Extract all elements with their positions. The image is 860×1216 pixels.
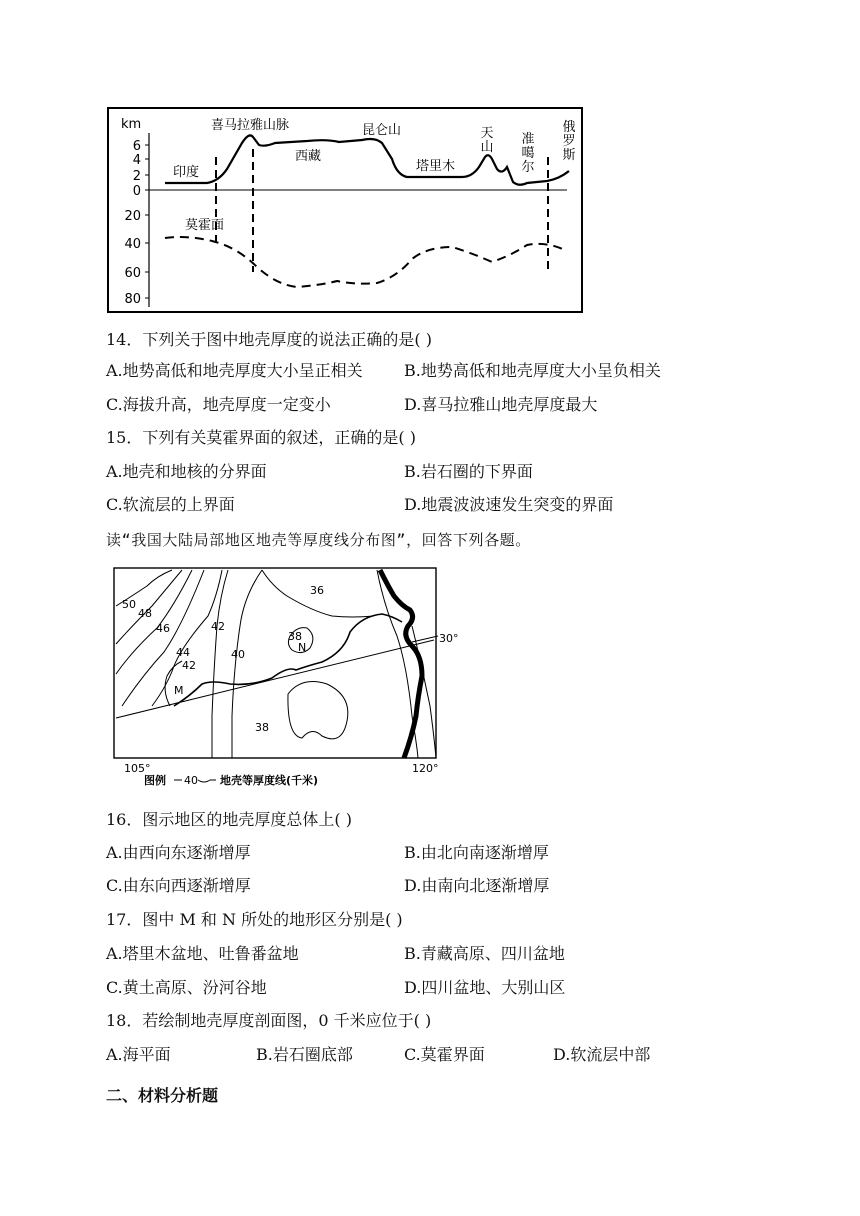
map-frame xyxy=(114,568,436,758)
tick-4: 4 xyxy=(132,153,141,168)
q17-option-a: A.塔里木盆地、吐鲁番盆地 xyxy=(106,944,299,963)
q16-stem: 16．图示地区的地壳厚度总体上( ) xyxy=(106,810,352,829)
label-russia: 俄罗斯 xyxy=(562,120,576,163)
q18-option-b: B.岩石圈底部 xyxy=(256,1045,353,1064)
lat-tick xyxy=(412,636,438,642)
lon-120: 120° xyxy=(412,762,439,775)
q18-option-a: A.海平面 xyxy=(106,1045,171,1064)
q15-option-b: B.岩石圈的下界面 xyxy=(404,462,533,481)
tick-20: 20 xyxy=(124,209,141,224)
q17-option-d: D.四川盆地、大别山区 xyxy=(404,978,566,997)
label-tianshan: 天山 xyxy=(480,126,494,155)
q15-stem: 15．下列有关莫霍界面的叙述，正确的是( ) xyxy=(106,428,416,447)
q14-option-a: A.地势高低和地壳厚度大小呈正相关 xyxy=(106,361,363,380)
legend-prefix: 图例 xyxy=(144,774,166,787)
label-moho: 莫霍面 xyxy=(185,218,225,233)
q16-option-b: B.由北向南逐渐增厚 xyxy=(404,843,549,862)
label-tarim: 塔里木 xyxy=(416,159,456,174)
label-junggar: 准噶尔 xyxy=(521,132,535,175)
contour-label-44: 44 xyxy=(176,646,190,659)
q16-option-a: A.由西向东逐渐增厚 xyxy=(106,843,251,862)
label-kunlun: 昆仑山 xyxy=(362,123,402,138)
figure-border xyxy=(108,108,582,312)
boundary-line xyxy=(174,614,402,706)
tick-60: 60 xyxy=(124,266,141,281)
terrain-profile xyxy=(165,135,569,184)
contour-label-48: 48 xyxy=(138,607,152,620)
q14-option-b: B.地势高低和地壳厚度大小呈负相关 xyxy=(404,361,661,380)
q17-option-c: C.黄土高原、汾河谷地 xyxy=(106,978,267,997)
contour-label-42b: 42 xyxy=(211,620,225,633)
reading-intro: 读“我国大陆局部地区地壳等厚度线分布图”，回答下列各题。 xyxy=(106,531,531,549)
q14-option-c: C.海拔升高，地壳厚度一定变小 xyxy=(106,395,331,414)
point-n: N xyxy=(298,641,307,654)
contour-lines xyxy=(116,570,436,758)
q18-option-c: C.莫霍界面 xyxy=(404,1045,485,1064)
contour-label-38b: 38 xyxy=(255,721,269,734)
label-tibet: 西藏 xyxy=(295,149,322,164)
tick-80: 80 xyxy=(124,292,141,307)
q17-option-b: B.青藏高原、四川盆地 xyxy=(404,944,565,963)
contour-label-40: 40 xyxy=(231,648,245,661)
q15-option-c: C.软流层的上界面 xyxy=(106,495,235,514)
label-india: 印度 xyxy=(173,165,200,180)
contour-label-42a: 42 xyxy=(182,659,196,672)
q18-stem: 18．若绘制地壳厚度剖面图，0 千米应位于( ) xyxy=(106,1011,432,1030)
q15-option-d: D.地震波波速发生突变的界面 xyxy=(404,495,614,514)
contour-label-46: 46 xyxy=(156,622,170,635)
unit-label: km xyxy=(121,117,142,132)
label-himalaya: 喜马拉雅山脉 xyxy=(211,118,290,133)
point-m: M xyxy=(174,684,184,697)
coastline xyxy=(380,570,422,758)
q15-option-a: A.地壳和地核的分界面 xyxy=(106,462,267,481)
q16-option-c: C.由东向西逐渐增厚 xyxy=(106,876,251,895)
section-title: 二、材料分析题 xyxy=(106,1086,219,1105)
contour-label-50: 50 xyxy=(122,598,136,611)
legend-value: 40 xyxy=(184,774,198,787)
crust-thickness-map xyxy=(112,566,462,788)
q16-option-d: D.由南向北逐渐增厚 xyxy=(404,876,550,895)
tick-40: 40 xyxy=(124,237,141,252)
q18-option-d: D.软流层中部 xyxy=(553,1045,651,1064)
crust-profile-figure xyxy=(107,107,583,313)
legend-text: 地壳等厚度线(千米) xyxy=(220,774,319,787)
contour-label-36: 36 xyxy=(310,584,324,597)
y-ticks xyxy=(124,139,149,307)
q17-stem: 17．图中 M 和 N 所处的地形区分别是( ) xyxy=(106,910,403,929)
contour-label-38a: 38 xyxy=(288,630,302,643)
q14-stem: 14．下列关于图中地壳厚度的说法正确的是( ) xyxy=(106,330,432,349)
tick-2: 2 xyxy=(132,169,141,184)
map-legend xyxy=(144,773,318,787)
tick-0: 0 xyxy=(132,184,141,199)
lon-105: 105° xyxy=(124,762,151,775)
tick-6: 6 xyxy=(132,139,141,154)
lat-30: 30° xyxy=(439,632,459,645)
moho-profile xyxy=(165,237,567,287)
q14-option-d: D.喜马拉雅山地壳厚度最大 xyxy=(404,395,598,414)
